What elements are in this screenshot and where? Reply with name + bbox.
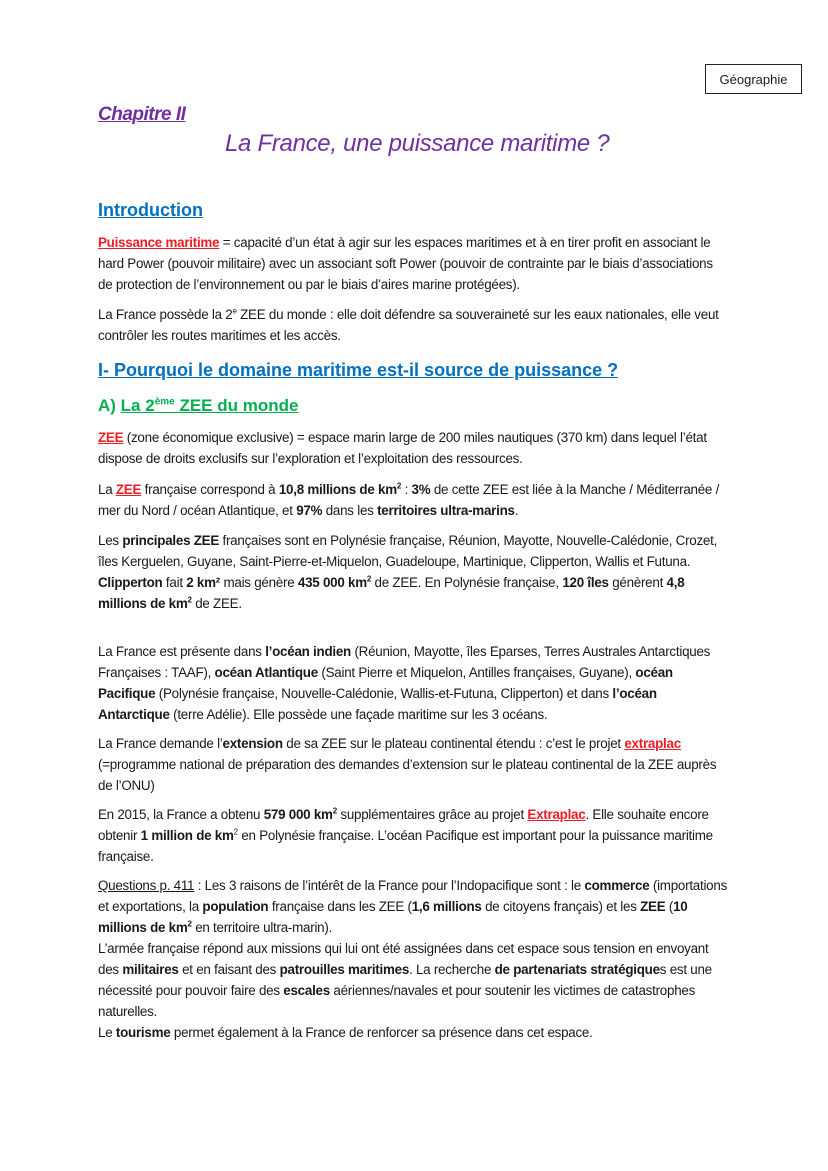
- text-run: = capacité d’un état à agir sur les espaces maritimes et à en tirer profit en associant le hard Power (pouvoir militaire) avec un associant soft Power (pouvoir de contrainte par le biais d’associations de protection de l’environnement ou par le biais d’aires marine protégées).: [98, 235, 713, 292]
- bold-text: escales: [283, 983, 330, 998]
- superscript: 2: [332, 806, 337, 816]
- zee-surface-paragraph: [98, 479, 728, 521]
- text-run: En 2015, la France a obtenu: [98, 807, 264, 822]
- text-run: en Polynésie française. L’océan Pacifique est important pour la puissance maritime française.: [98, 828, 713, 864]
- bold-text: 10,8 millions de km: [278, 482, 397, 497]
- section-1-heading: I- Pourquoi le domaine maritime est-il source de puissance ?: [98, 360, 619, 380]
- text-run: française correspond à: [141, 482, 279, 497]
- text-run: : Les 3 raisons de l’intérêt de la France pour l’Indopacifique sont : le: [194, 878, 585, 893]
- text-run: ZEE du monde : elle doit défendre sa souveraineté sur les eaux nationales, elle veut contrôler les routes maritimes et les accès.: [98, 307, 719, 343]
- bold-text: 2 km²: [186, 575, 220, 590]
- text-run: (zone économique exclusive) = espace marin large de 200 miles nautiques (370 km) dans lequel l’état dispose de droits exclusifs sur l’exploration et l’exploitation des ressources.: [98, 430, 707, 466]
- superscript: 2: [187, 919, 192, 929]
- keyword-zee: ZEE: [98, 430, 124, 445]
- bold-text: Clipperton: [98, 575, 163, 590]
- bold-text: 3%: [411, 482, 431, 497]
- superscript: 2: [233, 827, 238, 837]
- keyword-puissance-maritime: Puissance maritime: [98, 235, 220, 250]
- bold-text: extension: [222, 736, 283, 751]
- text-run: mais génère: [220, 575, 298, 590]
- keyword-extraplac: Extraplac: [527, 807, 586, 822]
- bold-text: commerce: [584, 878, 650, 893]
- superscript: 2: [366, 574, 372, 584]
- subject-label-box: [705, 64, 802, 94]
- text-run: (terre Adélie). Elle possède une façade maritime sur les 3 océans.: [169, 707, 548, 722]
- text-run: La France est présente dans: [98, 644, 266, 659]
- text-run: Les: [98, 533, 123, 548]
- text-run: de citoyens français) et les: [481, 899, 641, 914]
- text-run: française dans les ZEE (: [268, 899, 412, 914]
- bold-text: l’océan Antarctique: [98, 686, 657, 722]
- text-run: en territoire ultra-marin).: [191, 920, 333, 935]
- text-run: (Réunion, Mayotte, îles Eparses, Terres Australes Antarctiques Françaises : TAAF),: [98, 644, 711, 680]
- superscript: e: [232, 306, 237, 316]
- text-run: de ZEE. En Polynésie française,: [371, 575, 563, 590]
- text-run: supplémentaires grâce au projet: [336, 807, 528, 822]
- text-run: permet également à la France de renforcer sa présence dans cet espace.: [170, 1025, 593, 1040]
- text-run: de cette ZEE est liée à la Manche / Méditerranée / mer du Nord / océan Atlantique, et: [98, 482, 720, 518]
- bold-text: l’océan indien: [265, 644, 351, 659]
- bold-text: militaires: [122, 962, 179, 977]
- subsection-a-heading: A) La 2ème ZEE du monde: [98, 396, 299, 415]
- keyword-zee: ZEE: [115, 482, 142, 497]
- text-run: . Elle souhaite encore obtenir: [98, 807, 709, 843]
- text-run: (Polynésie française, Nouvelle-Calédonie, Wallis-et-Futuna, Clipperton) et dans: [155, 686, 613, 701]
- page-title: La France, une puissance maritime ?: [225, 130, 610, 157]
- text-run: et en faisant des: [178, 962, 280, 977]
- bold-text: population: [202, 899, 269, 914]
- subject-label: Géographie: [719, 71, 788, 87]
- questions-paragraph: [98, 875, 728, 1043]
- text-run: (importations et exportations, la: [98, 878, 728, 914]
- text-run: de ZEE.: [191, 596, 242, 611]
- bold-text: 120 îles: [562, 575, 609, 590]
- text-run: dans les: [322, 503, 378, 518]
- bold-text: 97%: [296, 503, 323, 518]
- bold-text: océan Pacifique: [98, 665, 673, 701]
- bold-text: 1,6 millions: [411, 899, 482, 914]
- bold-text: ZEE: [640, 899, 666, 914]
- text-run: génèrent: [608, 575, 667, 590]
- text-run: . La recherche: [409, 962, 495, 977]
- text-run: s est une nécessité pour pouvoir faire des: [98, 962, 712, 998]
- principales-zee-paragraph: [98, 530, 728, 614]
- bold-text: tourisme: [115, 1025, 171, 1040]
- text-run: La: [98, 482, 116, 497]
- bold-text: 4,8 millions de km: [98, 575, 685, 611]
- zee-definition-paragraph: [98, 427, 728, 469]
- text-run: (Saint Pierre et Miquelon, Antilles françaises, Guyane),: [317, 665, 636, 680]
- superscript: 2: [187, 595, 192, 605]
- bold-text: 579 000 km: [263, 807, 333, 822]
- bold-text: 10 millions de km: [98, 899, 688, 935]
- bold-text: territoires ultra-marins: [377, 503, 515, 518]
- text-run: Le: [98, 1025, 116, 1040]
- text-run: :: [401, 482, 412, 497]
- text-run: La France demande l’: [98, 736, 223, 751]
- text-run: L’armée française répond aux missions qui lui ont été assignées dans cet espace sous tension en envoyant des: [98, 941, 709, 977]
- oceans-paragraph: [98, 641, 728, 725]
- bold-text: 435 000 km: [297, 575, 367, 590]
- chapter-label: Chapitre II: [98, 104, 186, 125]
- text-run: (=programme national de préparation des demandes d’extension sur le plateau continental de la ZEE auprès de l’ONU): [98, 757, 717, 793]
- bold-text: 1 million de km: [140, 828, 234, 843]
- bold-text: principales ZEE: [122, 533, 220, 548]
- text-run: aériennes/navales et pour soutenir les victimes de catastrophes naturelles.: [98, 983, 696, 1019]
- text-run: fait: [162, 575, 187, 590]
- text-run: françaises sont en Polynésie française, Réunion, Mayotte, Nouvelle-Calédonie, Crozet, îles Kerguelen, Guyane, Saint-Pierre-et-Miquelon, Guadeloupe, Martinique, Clipperton, Wallis et Futuna.: [98, 533, 718, 569]
- text-run: (: [665, 899, 674, 914]
- intro-definition-paragraph: [98, 232, 728, 295]
- extension-paragraph: [98, 733, 728, 796]
- text-run: La France possède la 2: [98, 307, 233, 322]
- text-run: de sa ZEE sur le plateau continental étendu : c’est le projet: [282, 736, 625, 751]
- superscript: 2: [396, 481, 402, 491]
- bold-text: patrouilles maritimes: [279, 962, 410, 977]
- questions-page-reference: Questions p. 411: [98, 878, 195, 893]
- extraplac-2015-paragraph: [98, 804, 728, 867]
- keyword-extraplac: extraplac: [624, 736, 681, 751]
- intro-zee-paragraph: [98, 304, 728, 346]
- bold-text: océan Atlantique: [214, 665, 318, 680]
- bold-text: de partenariats stratégique: [494, 962, 660, 977]
- text-run: .: [514, 503, 519, 518]
- introduction-heading: Introduction: [98, 200, 203, 220]
